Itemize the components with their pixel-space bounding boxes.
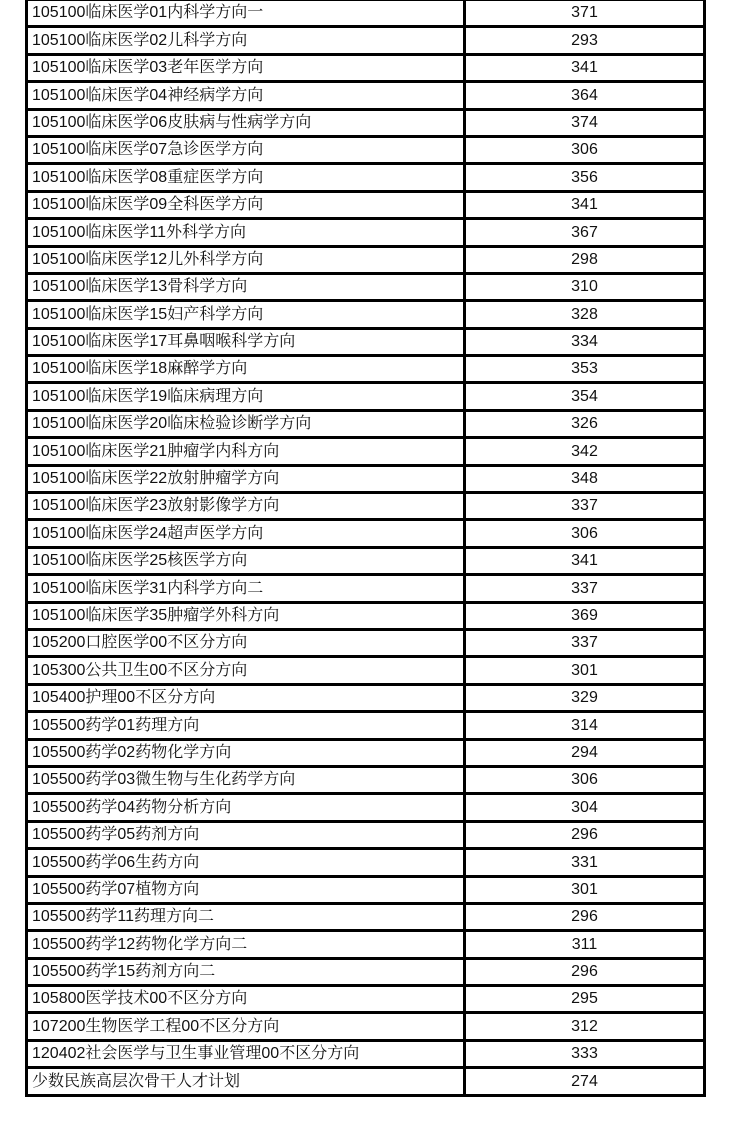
score-cell: 306	[465, 520, 705, 547]
score-cell: 310	[465, 273, 705, 300]
table-row	[27, 493, 705, 520]
table-row	[27, 1040, 705, 1067]
program-cell: 105100临床医学13骨科学方向	[27, 273, 465, 300]
program-cell: 105100临床医学06皮肤病与性病学方向	[27, 109, 465, 136]
table-row	[27, 766, 705, 793]
table-row	[27, 876, 705, 903]
table-row	[27, 712, 705, 739]
table-row	[27, 520, 705, 547]
program-cell: 105100临床医学04神经病学方向	[27, 82, 465, 109]
score-cell: 328	[465, 301, 705, 328]
score-cell: 341	[465, 191, 705, 218]
table-row	[27, 575, 705, 602]
table-row	[27, 794, 705, 821]
score-cell: 294	[465, 739, 705, 766]
table-row	[27, 164, 705, 191]
program-cell: 105100临床医学09全科医学方向	[27, 191, 465, 218]
program-cell: 105100临床医学15妇产科学方向	[27, 301, 465, 328]
score-cell: 337	[465, 629, 705, 656]
program-cell: 120402社会医学与卫生事业管理00不区分方向	[27, 1040, 465, 1067]
table-row	[27, 383, 705, 410]
score-cell: 367	[465, 219, 705, 246]
table-row	[27, 0, 705, 27]
table-row	[27, 849, 705, 876]
program-cell: 105100临床医学31内科学方向二	[27, 575, 465, 602]
score-cell: 274	[465, 1068, 705, 1095]
score-cell: 304	[465, 794, 705, 821]
program-cell: 少数民族高层次骨干人才计划	[27, 1068, 465, 1095]
score-cell: 296	[465, 903, 705, 930]
score-cell: 295	[465, 986, 705, 1013]
program-cell: 105100临床医学24超声医学方向	[27, 520, 465, 547]
program-cell: 105100临床医学11外科学方向	[27, 219, 465, 246]
score-cell: 296	[465, 821, 705, 848]
program-cell: 105100临床医学08重症医学方向	[27, 164, 465, 191]
program-cell: 105500药学15药剂方向二	[27, 958, 465, 985]
score-cell: 306	[465, 136, 705, 163]
score-cell: 342	[465, 438, 705, 465]
program-cell: 105100临床医学02儿科学方向	[27, 27, 465, 54]
program-cell: 105100临床医学35肿瘤学外科方向	[27, 602, 465, 629]
table-row	[27, 410, 705, 437]
table-row	[27, 958, 705, 985]
program-cell: 105100临床医学20临床检验诊断学方向	[27, 410, 465, 437]
table-body	[27, 0, 705, 1095]
score-cell: 341	[465, 54, 705, 81]
table-row	[27, 328, 705, 355]
program-cell: 105300公共卫生00不区分方向	[27, 657, 465, 684]
score-cell: 312	[465, 1013, 705, 1040]
table-row	[27, 547, 705, 574]
program-cell: 105100临床医学12儿外科学方向	[27, 246, 465, 273]
score-cell: 331	[465, 849, 705, 876]
program-cell: 105100临床医学17耳鼻咽喉科学方向	[27, 328, 465, 355]
table-row	[27, 438, 705, 465]
score-cell: 334	[465, 328, 705, 355]
score-cell: 314	[465, 712, 705, 739]
score-cell: 371	[465, 0, 705, 27]
score-cell: 298	[465, 246, 705, 273]
program-cell: 105500药学12药物化学方向二	[27, 931, 465, 958]
table-row	[27, 602, 705, 629]
table-row	[27, 273, 705, 300]
program-cell: 105500药学11药理方向二	[27, 903, 465, 930]
table-row	[27, 1013, 705, 1040]
score-cell: 348	[465, 465, 705, 492]
score-cell: 337	[465, 493, 705, 520]
score-cell: 301	[465, 876, 705, 903]
table-row	[27, 82, 705, 109]
program-cell: 105100临床医学21肿瘤学内科方向	[27, 438, 465, 465]
score-cell: 341	[465, 547, 705, 574]
score-cell: 356	[465, 164, 705, 191]
score-cell: 329	[465, 684, 705, 711]
program-cell: 105800医学技术00不区分方向	[27, 986, 465, 1013]
score-cell: 306	[465, 766, 705, 793]
program-cell: 105100临床医学01内科学方向一	[27, 0, 465, 27]
score-cell: 326	[465, 410, 705, 437]
table-row	[27, 684, 705, 711]
admission-scores-table	[25, 0, 706, 1097]
program-cell: 105100临床医学18麻醉学方向	[27, 356, 465, 383]
program-cell: 105500药学07植物方向	[27, 876, 465, 903]
program-cell: 105500药学03微生物与生化药学方向	[27, 766, 465, 793]
program-cell: 105200口腔医学00不区分方向	[27, 629, 465, 656]
table-row	[27, 109, 705, 136]
table-row	[27, 136, 705, 163]
program-cell: 105100临床医学25核医学方向	[27, 547, 465, 574]
table-row	[27, 903, 705, 930]
table-row	[27, 931, 705, 958]
score-cell: 311	[465, 931, 705, 958]
score-cell: 296	[465, 958, 705, 985]
program-cell: 105100临床医学03老年医学方向	[27, 54, 465, 81]
program-cell: 105100临床医学19临床病理方向	[27, 383, 465, 410]
program-cell: 105500药学02药物化学方向	[27, 739, 465, 766]
program-cell: 105100临床医学23放射影像学方向	[27, 493, 465, 520]
program-cell: 105500药学06生药方向	[27, 849, 465, 876]
program-cell: 105100临床医学22放射肿瘤学方向	[27, 465, 465, 492]
score-cell: 374	[465, 109, 705, 136]
program-cell: 105500药学05药剂方向	[27, 821, 465, 848]
score-cell: 353	[465, 356, 705, 383]
table-row	[27, 657, 705, 684]
score-cell: 293	[465, 27, 705, 54]
table-row	[27, 301, 705, 328]
table-row	[27, 219, 705, 246]
score-cell: 333	[465, 1040, 705, 1067]
program-cell: 105100临床医学07急诊医学方向	[27, 136, 465, 163]
program-cell: 105500药学04药物分析方向	[27, 794, 465, 821]
table-row	[27, 986, 705, 1013]
score-cell: 369	[465, 602, 705, 629]
table-row	[27, 1068, 705, 1095]
score-cell: 337	[465, 575, 705, 602]
table-row	[27, 191, 705, 218]
table-row	[27, 821, 705, 848]
table-row	[27, 629, 705, 656]
program-cell: 105500药学01药理方向	[27, 712, 465, 739]
table-row	[27, 27, 705, 54]
table-row	[27, 356, 705, 383]
program-cell: 107200生物医学工程00不区分方向	[27, 1013, 465, 1040]
table-row	[27, 739, 705, 766]
table-row	[27, 465, 705, 492]
table-row	[27, 54, 705, 81]
table-row	[27, 246, 705, 273]
program-cell: 105400护理00不区分方向	[27, 684, 465, 711]
score-cell: 364	[465, 82, 705, 109]
score-cell: 301	[465, 657, 705, 684]
score-cell: 354	[465, 383, 705, 410]
